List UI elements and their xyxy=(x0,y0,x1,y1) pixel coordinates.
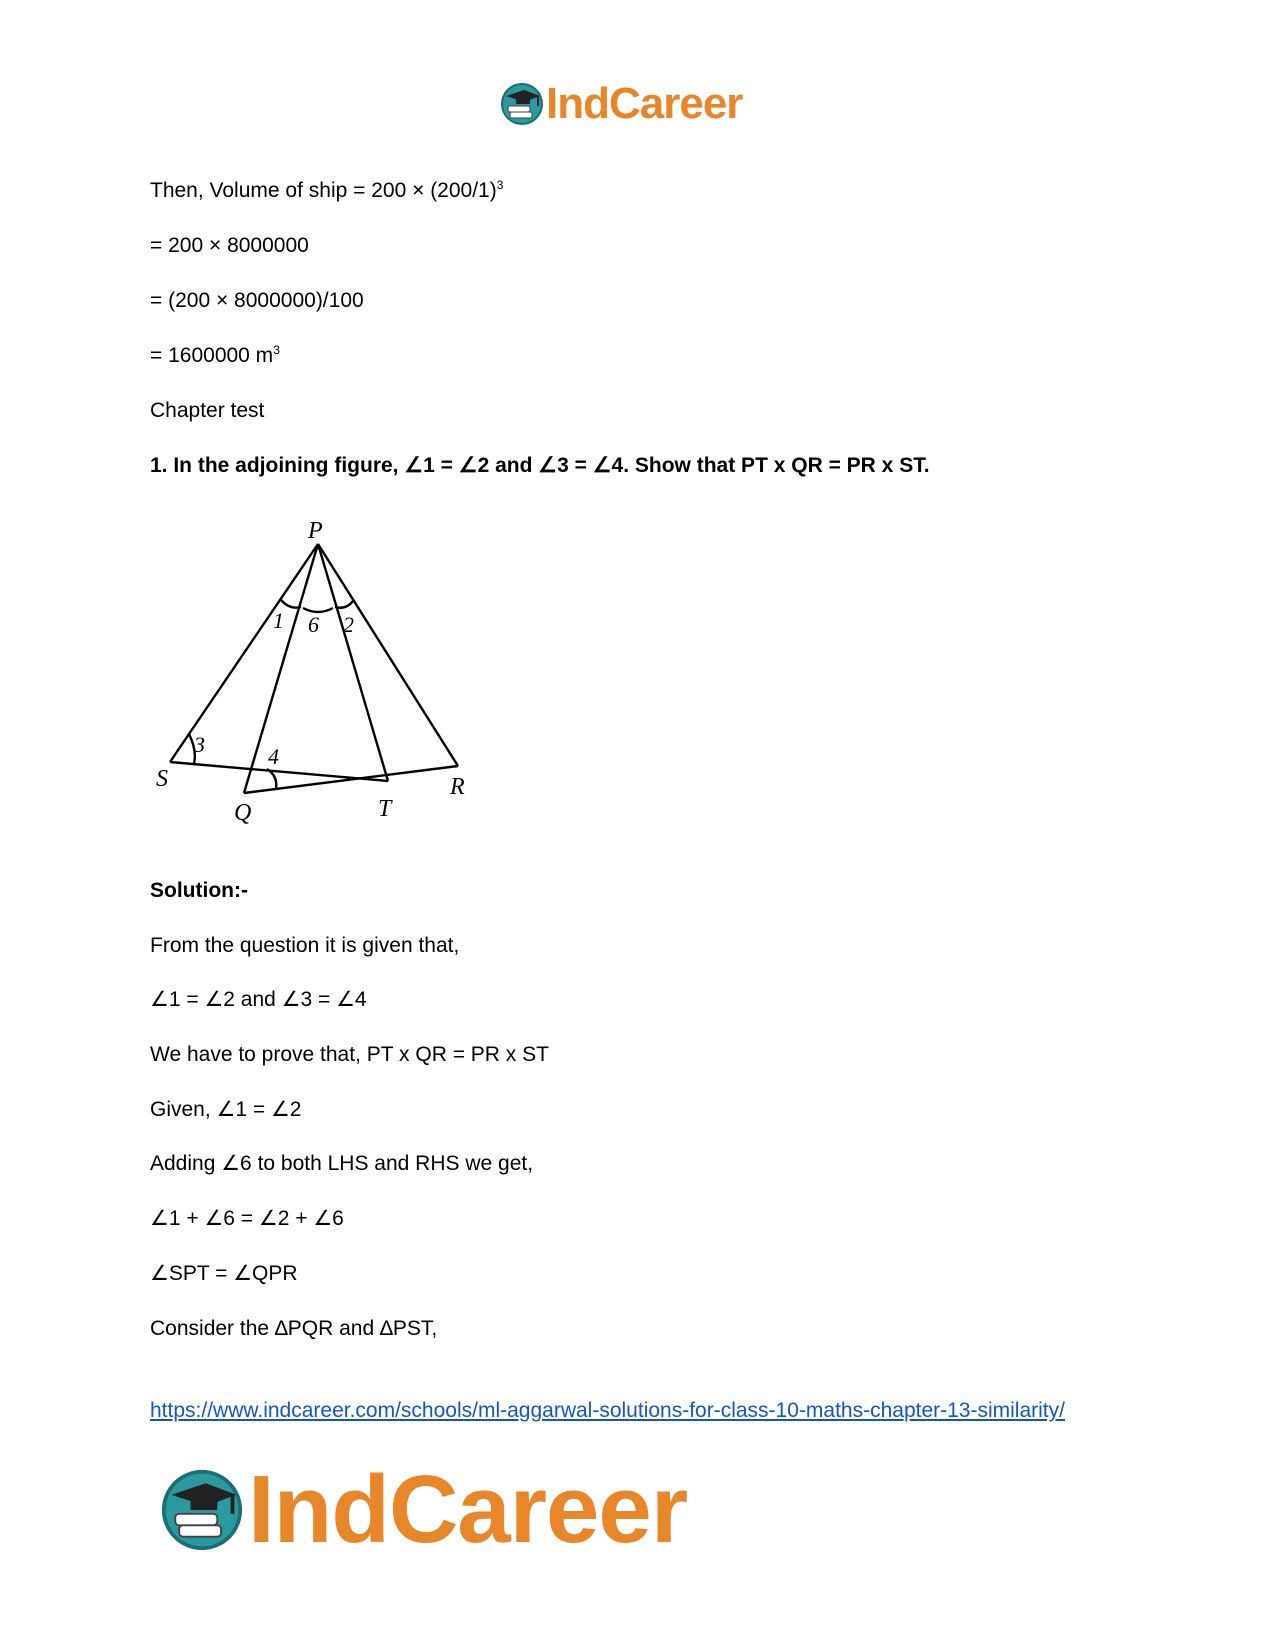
solution-line-2: ∠1 = ∠2 and ∠3 = ∠4 xyxy=(150,988,367,1011)
question-text: 1. In the adjoining figure, ∠1 = ∠2 and ∠3 = ∠4. Show that PT x QR = PR x ST. xyxy=(150,454,930,477)
vertex-label-r: R xyxy=(450,774,465,800)
solution-line-8: Consider the ∆PQR and ∆PST, xyxy=(150,1317,438,1340)
graduation-cap-books-globe-icon xyxy=(500,82,544,126)
angle-label-4: 4 xyxy=(268,744,279,769)
graduation-cap-books-globe-icon xyxy=(160,1468,244,1552)
triangle-figure xyxy=(150,510,490,840)
brand-wordmark: IndCareer xyxy=(546,79,743,128)
chapter-test-label: Chapter test xyxy=(150,399,265,422)
vertex-label-q: Q xyxy=(234,800,252,826)
calc-line-2: = (200 × 8000000)/100 xyxy=(150,289,364,312)
solution-line-1: From the question it is given that, xyxy=(150,934,460,957)
solution-line-5: Adding ∠6 to both LHS and RHS we get, xyxy=(150,1152,534,1175)
volume-line: Then, Volume of ship = $200 \times (200/1)^3$ xyxy=(150,178,504,202)
solution-line-3: We have to prove that, PT x QR = PR x ST xyxy=(150,1043,549,1066)
brand-wordmark: IndCareer xyxy=(248,1456,688,1563)
solution-heading: Solution:- xyxy=(150,879,248,902)
vertex-label-t: T xyxy=(378,796,392,822)
angle-label-1: 1 xyxy=(273,608,284,633)
vertex-label-p: P xyxy=(308,518,323,544)
angle-label-6: 6 xyxy=(308,612,319,637)
vertex-label-s: S xyxy=(156,766,168,792)
angle-label-2: 2 xyxy=(343,612,354,637)
angle-label-3: 3 xyxy=(194,732,205,757)
result-line: = 1600000 $m^3$ xyxy=(150,343,280,367)
solution-line-4: Given, ∠1 = ∠2 xyxy=(150,1098,302,1121)
solution-line-7: ∠SPT = ∠QPR xyxy=(150,1262,298,1285)
source-url-link[interactable]: https://www.indcareer.com/schools/ml-aggarwal-solutions-for-class-10-maths-chapter-13-similarity/ xyxy=(150,1399,1065,1422)
footer-logo xyxy=(160,1456,688,1563)
calc-line-1: = 200 × 8000000 xyxy=(150,234,309,257)
header-logo xyxy=(500,78,742,130)
solution-line-6: ∠1 + ∠6 = ∠2 + ∠6 xyxy=(150,1207,344,1230)
